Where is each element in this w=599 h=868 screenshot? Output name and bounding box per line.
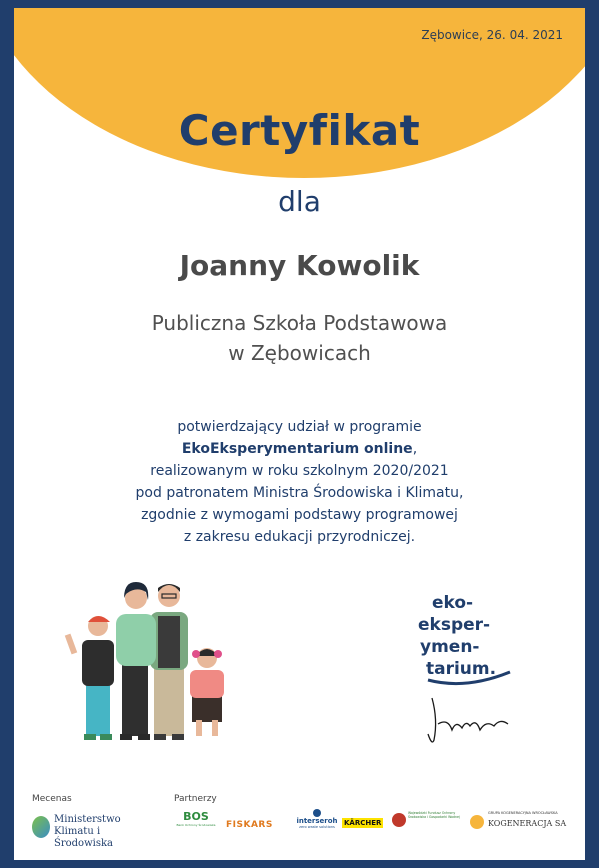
ministry-line-2: Klimatu i Środowiska xyxy=(54,826,113,849)
partnerzy-label: Partnerzy xyxy=(174,794,217,804)
desc-line-4: pod patronatem Ministra Środowiska i Klimatu, xyxy=(135,485,464,501)
dad-figure xyxy=(150,584,188,740)
interseroh-dot-icon xyxy=(313,809,321,817)
eko-logo-line-1: eko- xyxy=(432,593,474,613)
partner-fiskars-logo: FISKARS xyxy=(226,820,273,830)
eko-logo-line-2: eksper- xyxy=(418,615,491,635)
date-text: Zębowice, 26. 04. 2021 xyxy=(421,28,563,42)
eko-logo-graphic xyxy=(406,586,526,690)
family-illustration xyxy=(58,574,238,754)
boy-figure xyxy=(65,616,114,740)
desc-line-2 xyxy=(14,438,585,460)
ministry-leaf-icon xyxy=(32,816,50,838)
program-name: EkoEksperymentarium online xyxy=(181,441,413,457)
desc-comma: , xyxy=(412,441,418,457)
certificate-description xyxy=(14,416,585,548)
partner-bos-logo xyxy=(176,810,216,836)
ministry-logo xyxy=(32,814,162,849)
partner-interseroh-logo xyxy=(294,809,340,829)
eko-logo-line-4: tarium. xyxy=(426,659,497,679)
mecenas-label: Mecenas xyxy=(32,794,72,804)
ekoeksperymentarium-logo xyxy=(406,586,526,690)
mom-figure xyxy=(116,582,156,740)
partner-kogeneracja-logo xyxy=(470,811,582,837)
interseroh-name: interseroh xyxy=(296,817,338,825)
certificate-title: Certyfikat xyxy=(178,106,421,155)
kogeneracja-group: GRUPA KOGENERACYJNA WROCŁAWSKA xyxy=(488,811,558,815)
desc-line-6: z zakresu edukacji przyrodniczej. xyxy=(183,529,416,545)
bos-sub: Bank Ochrony Środowiska xyxy=(176,823,216,827)
wfosigw-text: Wojewódzki Fundusz Ochrony Środowiska i Gospodarki Wodnej xyxy=(408,811,460,819)
signature xyxy=(424,690,514,750)
interseroh-sub: zero waste solutions xyxy=(299,825,335,829)
kogeneracja-emblem-icon xyxy=(470,815,484,829)
ministry-text xyxy=(54,814,162,850)
desc-line-1: potwierdzający udział w programie xyxy=(177,419,422,435)
recipient-name: Joanny Kowolik xyxy=(179,249,420,282)
eko-logo-line-3: ymen- xyxy=(420,637,480,657)
desc-line-5: zgodnie z wymogami podstawy programowej xyxy=(141,507,458,523)
wfosigw-emblem-icon xyxy=(392,813,406,827)
bos-name: BOS xyxy=(183,810,209,823)
ministry-line-1: Ministerstwo xyxy=(54,814,121,825)
kogeneracja-name: KOGENERACJA SA xyxy=(488,819,567,828)
school-line-1: Publiczna Szkoła Podstawowa xyxy=(151,311,448,335)
desc-line-3: realizowanym w roku szkolnym 2020/2021 xyxy=(150,463,449,479)
for-word: dla xyxy=(278,185,321,218)
girl-figure xyxy=(190,648,224,736)
school-name xyxy=(14,308,585,368)
partner-karcher-logo: KÄRCHER xyxy=(344,819,382,827)
partner-wfosigw-logo xyxy=(392,811,464,835)
school-line-2: w Zębowicach xyxy=(228,341,371,365)
